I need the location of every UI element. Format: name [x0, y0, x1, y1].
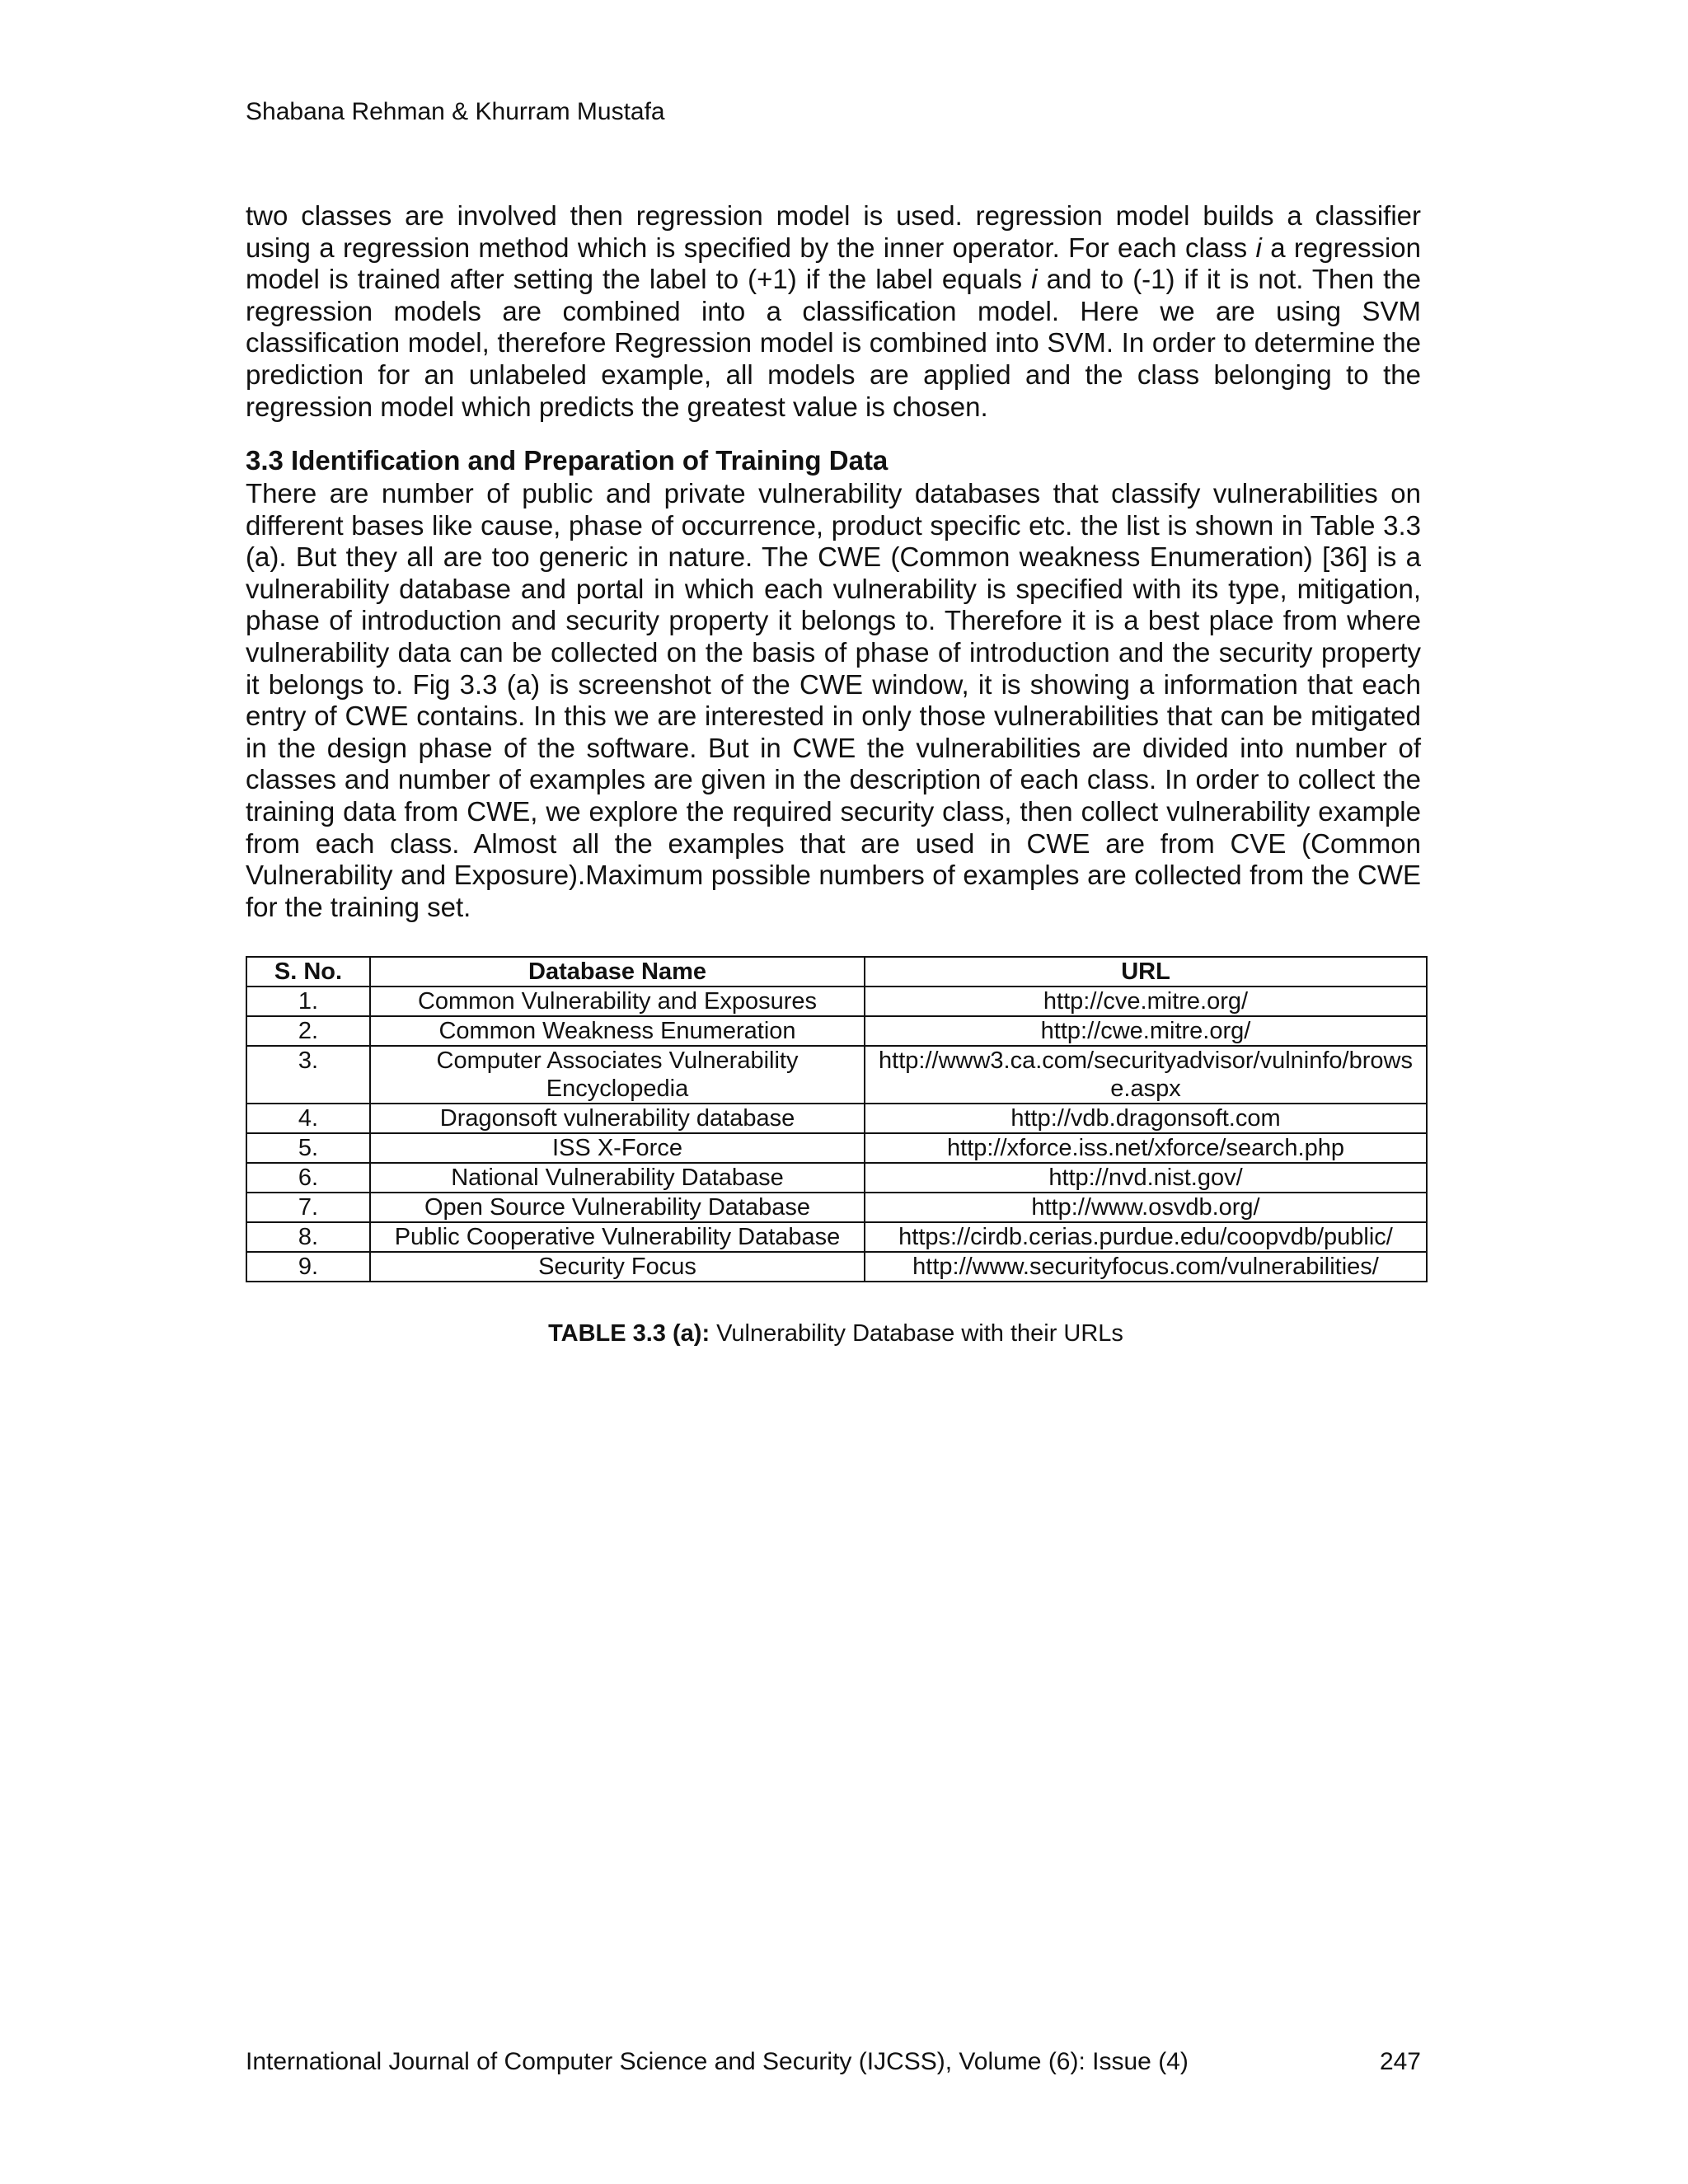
vulnerability-database-table: [246, 956, 1428, 1282]
cell-sno: 1.: [246, 987, 370, 1016]
table-header-row: [246, 957, 1427, 987]
page-number: 247: [1379, 2048, 1421, 2075]
running-head: Shabana Rehman & Khurram Mustafa: [246, 98, 665, 125]
cell-database-name: Common Weakness Enumeration: [370, 1016, 865, 1046]
table-row: [246, 987, 1427, 1016]
caption-label: TABLE 3.3 (a):: [548, 1320, 710, 1347]
table-row: [246, 1133, 1427, 1163]
paragraph-1-italic: i: [1255, 232, 1262, 263]
table-row: [246, 1104, 1427, 1133]
section-heading: 3.3 Identification and Preparation of Training Data: [246, 445, 889, 476]
table-row: [246, 1222, 1427, 1252]
page-footer: [246, 2047, 1421, 2077]
cell-sno: 8.: [246, 1222, 370, 1252]
cell-sno: 7.: [246, 1193, 370, 1222]
table-container: [246, 956, 1426, 1282]
table-row: [246, 1163, 1427, 1193]
paragraph-1-segment: a regression model is trained after setting the label to (+1) if the label equals: [246, 232, 1421, 295]
cell-database-name: Dragonsoft vulnerability database: [370, 1104, 865, 1133]
cell-url: https://cirdb.cerias.purdue.edu/coopvdb/public/: [865, 1222, 1427, 1252]
cell-database-name: Computer Associates Vulnerability Encyclopedia: [370, 1046, 865, 1104]
cell-sno: 6.: [246, 1163, 370, 1193]
cell-database-name: Security Focus: [370, 1252, 865, 1282]
header-url: URL: [865, 957, 1427, 987]
paragraph-1-segment: and to (-1) if it is not. Then the regression models are combined into a classification model. Here we are using SVM classification model, therefore Regression model is combined into SVM. In order to determine the prediction for an unlabeled example, all models are applied and the class belonging to the regression model which predicts the greatest value is chosen.: [246, 264, 1421, 422]
cell-url: http://nvd.nist.gov/: [865, 1163, 1427, 1193]
header-sno: S. No.: [246, 957, 370, 987]
header-database-name: Database Name: [370, 957, 865, 987]
cell-sno: 3.: [246, 1046, 370, 1104]
cell-url: http://cwe.mitre.org/: [865, 1016, 1427, 1046]
cell-database-name: Open Source Vulnerability Database: [370, 1193, 865, 1222]
paragraph-1-segment: two classes are involved then regression model is used. regression model builds a classifier using a regression method which is specified by the inner operator. For each class: [246, 200, 1421, 263]
cell-sno: 2.: [246, 1016, 370, 1046]
cell-database-name: ISS X-Force: [370, 1133, 865, 1163]
table-caption: [246, 1319, 1426, 1348]
cell-url: http://www.osvdb.org/: [865, 1193, 1427, 1222]
cell-sno: 5.: [246, 1133, 370, 1163]
cell-database-name: Public Cooperative Vulnerability Database: [370, 1222, 865, 1252]
journal-citation: International Journal of Computer Science and Security (IJCSS), Volume (6): Issue (4): [246, 2048, 1189, 2075]
table-row: [246, 1252, 1427, 1282]
cell-url: http://www3.ca.com/securityadvisor/vulninfo/browse.aspx: [865, 1046, 1427, 1104]
cell-database-name: National Vulnerability Database: [370, 1163, 865, 1193]
table-row: [246, 1046, 1427, 1104]
cell-url: http://www.securityfocus.com/vulnerabilities/: [865, 1252, 1427, 1282]
body-paragraph-2: There are number of public and private vulnerability databases that classify vulnerabilities on different bases like cause, phase of occurrence, product specific etc. the list is shown in Table 3.3 (a). But they all are too generic in nature. The CWE (Common weakness Enumeration) [36] is a vulnerability database and portal in which each vulnerability is specified with its type, mitigation, phase of introduction and security property it belongs to. Therefore it is a best place from where vulnerability data can be collected on the basis of phase of introduction and the security property it belongs to. Fig 3.3 (a) is screenshot of the CWE window, it is showing a information that each entry of CWE contains. In this we are interested in only those vulnerabilities that can be mitigated in the design phase of the software. But in CWE the vulnerabilities are divided into number of classes and number of examples are given in the description of each class. In order to collect the training data from CWE, we explore the required security class, then collect vulnerability example from each class. Almost all the examples that are used in CWE are from CVE (Common Vulnerability and Exposure).Maximum possible numbers of examples are collected from the CWE for the training set.: [246, 478, 1421, 922]
cell-database-name: Common Vulnerability and Exposures: [370, 987, 865, 1016]
cell-sno: 9.: [246, 1252, 370, 1282]
body-paragraph-1: [246, 200, 1421, 423]
cell-url: http://xforce.iss.net/xforce/search.php: [865, 1133, 1427, 1163]
cell-url: http://vdb.dragonsoft.com: [865, 1104, 1427, 1133]
table-row: [246, 1193, 1427, 1222]
cell-sno: 4.: [246, 1104, 370, 1133]
cell-url: http://cve.mitre.org/: [865, 987, 1427, 1016]
caption-text: Vulnerability Database with their URLs: [710, 1320, 1123, 1347]
table-row: [246, 1016, 1427, 1046]
paragraph-1-italic: i: [1031, 264, 1038, 295]
